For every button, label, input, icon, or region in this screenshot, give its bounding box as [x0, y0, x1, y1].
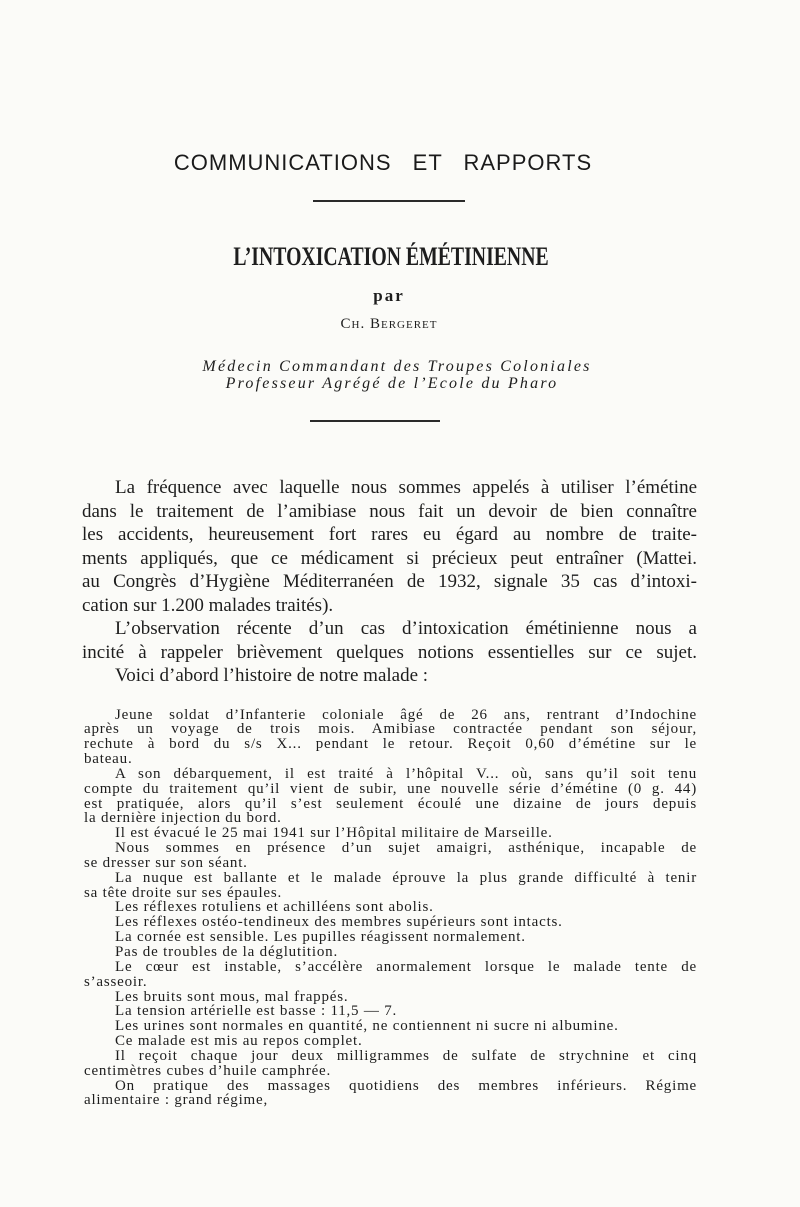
case-paragraph [84, 871, 697, 901]
case-line: après un voyage de trois mois. Amibiase contractée pendant son séjour, [84, 722, 697, 738]
case-line: La tension artérielle est basse : 11,5 — 7. [115, 1004, 398, 1020]
case-paragraph [84, 708, 697, 767]
intro-line: Voici d’abord l’histoire de notre malade : [115, 665, 429, 686]
case-line: Les bruits sont mous, mal frappés. [115, 989, 349, 1005]
case-line: bateau. [84, 752, 133, 767]
case-line: On pratique des massages quotidiens des membres inférieurs. Régime [115, 1078, 697, 1094]
section-heading: COMMUNICATIONS ET RAPPORTS [173, 150, 593, 175]
author-affiliation-line: Professeur Agrégé de l’Ecole du Pharo [225, 375, 559, 392]
intro-paragraph [82, 664, 697, 688]
case-paragraph [84, 915, 697, 930]
article-intro [82, 476, 697, 688]
case-paragraph [84, 767, 697, 826]
case-line: est pratiquée, alors qu’il s’est seulement écoulé une dizaine de jours depuis [84, 796, 697, 812]
case-paragraph [84, 1079, 697, 1109]
case-report [84, 708, 697, 1109]
intro-line: La fréquence avec laquelle nous sommes appelés à utiliser l’émétine [115, 477, 697, 498]
case-paragraph [84, 826, 697, 841]
intro-line: incité à rappeler brièvement quelques notions essentielles sur ce sujet. [82, 641, 697, 663]
case-line: Les urines sont normales en quantité, ne contiennent ni sucre ni albumine. [115, 1019, 619, 1035]
case-line: Nous sommes en présence d’un sujet amaigri, asthénique, incapable de [115, 841, 697, 856]
intro-line: ments appliqués, que ce médicament si précieux peut entraîner (Mattei. [82, 547, 697, 569]
case-line: La cornée est sensible. Les pupilles réagissent normalement. [115, 930, 526, 945]
case-line: Les réflexes rotuliens et achilléens sont abolis. [115, 900, 434, 916]
intro-line: au Congrès d’Hygiène Méditerranéen de 1932, signale 35 cas d’intoxi- [82, 571, 697, 592]
case-paragraph [84, 1019, 697, 1034]
case-line: Il est évacué le 25 mai 1941 sur l’Hôpital militaire de Marseille. [115, 826, 553, 842]
intro-paragraph [82, 476, 697, 617]
case-paragraph [84, 1034, 697, 1049]
case-line: alimentaire : grand régime, [84, 1093, 269, 1109]
intro-line: cation sur 1.200 malades traités). [82, 594, 334, 616]
case-paragraph [84, 945, 697, 960]
case-line: Les réflexes ostéo-tendineux des membres supérieurs sont intacts. [115, 915, 563, 931]
case-line: Le cœur est instable, s’accélère anormalement lorsque le malade tente de [115, 959, 697, 975]
case-line: s’asseoir. [84, 974, 148, 990]
case-paragraph [84, 990, 697, 1005]
case-line: compte du traitement qu’il vient de subir, une nouvelle série d’émétine (0 g. 44) [84, 781, 697, 797]
case-paragraph [84, 960, 697, 990]
case-line: sa tête droite sur ses épaules. [84, 885, 283, 901]
intro-paragraph [82, 617, 697, 664]
case-paragraph [84, 900, 697, 915]
byline-prefix: par [373, 286, 405, 305]
intro-line: les accidents, heureusement fort rares eu égard au nombre de traite- [82, 524, 697, 545]
case-paragraph [84, 930, 697, 945]
case-line: Jeune soldat d’Infanterie coloniale âgé de 26 ans, rentrant d’Indochine [115, 707, 697, 723]
author-affiliation-line: Médecin Commandant des Troupes Coloniales [202, 358, 592, 375]
intro-line: dans le traitement de l’amibiase nous fait un devoir de bien connaître [82, 500, 697, 522]
header-divider [313, 200, 465, 202]
case-line: rechute à bord du s/s X... pendant le retour. Reçoit 0,60 d’émétine sur le [84, 737, 697, 753]
case-line: la dernière injection du bord. [84, 811, 282, 827]
author-name: Ch. Bergeret [340, 316, 438, 332]
article-title: L’INTOXICATION ÉMÉTINIENNE [233, 242, 549, 271]
case-line: Ce malade est mis au repos complet. [115, 1034, 363, 1049]
case-line: se dresser sur son séant. [84, 855, 248, 871]
case-line: La nuque est ballante et le malade éprouve la plus grande difficulté à tenir [115, 870, 697, 886]
case-line: centimètres cubes d’huile camphrée. [84, 1063, 332, 1079]
case-paragraph [84, 1049, 697, 1079]
case-line: A son débarquement, il est traité à l’hôpital V... où, sans qu’il soit tenu [115, 766, 697, 782]
case-paragraph [84, 1004, 697, 1019]
title-divider [310, 420, 440, 422]
intro-line: L’observation récente d’un cas d’intoxication émétinienne nous a [115, 618, 697, 639]
case-line: Il reçoit chaque jour deux milligrammes de sulfate de strychnine et cinq [115, 1048, 697, 1064]
case-line: Pas de troubles de la déglutition. [115, 945, 338, 960]
case-paragraph [84, 841, 697, 871]
